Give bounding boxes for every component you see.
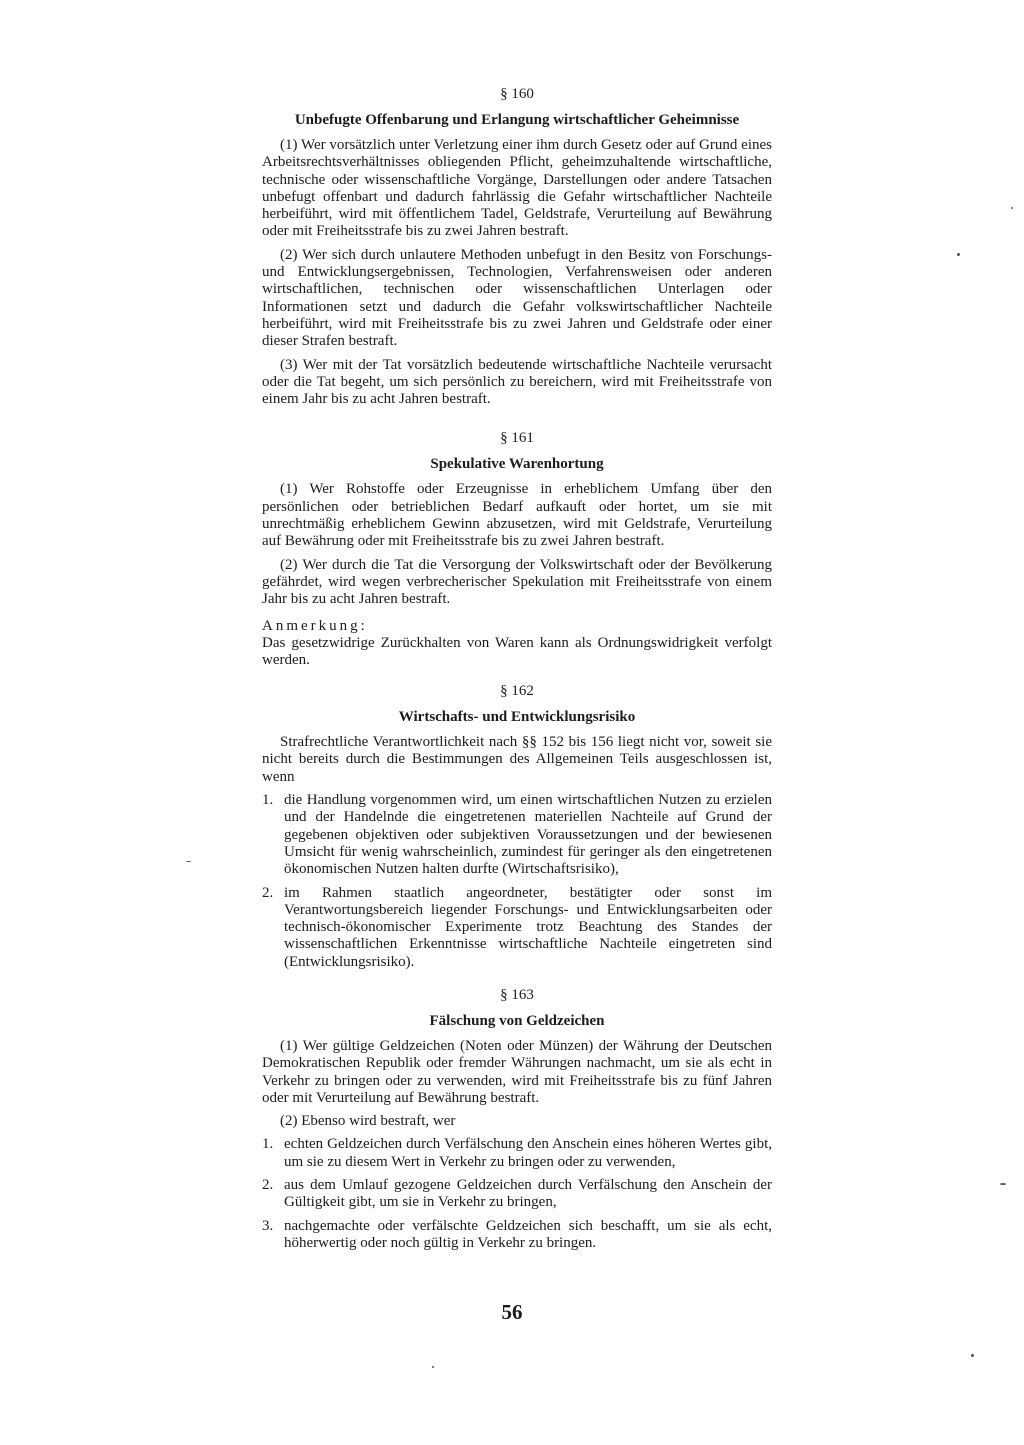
list-text: im Rahmen staatlich angeordneter, bestätigter oder sonst im Verantwortungsbereich liegender Forschungs- und Entwicklungsarbeiten oder technisch-ökonomischer Experimente trotz Beachtung des Standes der wissenschaftlichen Erkenntnisse wirtschaftliche Nachteile eingetreten sind (Entwicklungsrisiko). — [284, 884, 772, 970]
scan-speck — [971, 1354, 974, 1357]
list-number: 2. — [262, 1177, 274, 1194]
section-161 — [262, 428, 772, 669]
scan-speck — [1011, 207, 1013, 209]
scan-speck — [957, 253, 960, 256]
scan-speck — [432, 1366, 434, 1368]
list-text: die Handlung vorgenommen wird, um einen wirtschaftlichen Nutzen zu erzielen und der Handelnde die eingetretenen materiellen Nachteile auf Grund der gegebenen objektiven oder subjektiven Voraussetzungen und der bewiesenen Umsicht für wenig wahrscheinlich, zumindest für geringer als den eingetretenen ökonomischen Nutzen halten durfte (Wirtschaftsrisiko), — [284, 792, 772, 878]
list-number: 1. — [262, 792, 274, 809]
section-title: Spekulative Warenhortung — [430, 456, 604, 473]
paragraph: (2) Wer sich durch unlautere Methoden unbefugt in den Besitz von Forschungs- und Entwicklungsergebnissen, Technologien, Verfahrensweisen oder anderen wirtschaftlichen, technischen oder wissenschaftlichen Unterlagen oder Informationen setzt und dadurch die Gefahr volkswirtschaftlicher Nachteile herbeiführt, wird mit Freiheitsstrafe bis zu zwei Jahren und Geldstrafe oder einer dieser Strafen bestraft. — [262, 246, 772, 350]
section-162 — [262, 681, 772, 971]
list-item — [262, 1177, 772, 1212]
paragraph: (1) Wer Rohstoffe oder Erzeugnisse in erheblichem Umfang über den persönlichen oder betrieblichen Bedarf aufkauft oder hortet, um sie mit unrechtmäßig erheblichem Gewinn abzusetzen, wird mit Geldstrafe, Verurteilung auf Bewährung oder mit Freiheitsstrafe bis zu zwei Jahren bestraft. — [262, 481, 772, 550]
scan-speck — [1000, 1183, 1006, 1185]
paragraph: Strafrechtliche Verantwortlichkeit nach §§ 152 bis 156 liegt nicht vor, soweit sie nicht bereits durch die Bestimmungen des Allgemeinen Teils ausgeschlossen ist, wenn — [262, 734, 772, 785]
remark-text: Das gesetzwidrige Zurückhalten von Waren kann als Ordnungswidrigkeit verfolgt werden. — [262, 634, 772, 668]
list-item — [262, 792, 772, 878]
list-text: nachgemachte oder verfälschte Geldzeichen sich beschafft, um sie als echt, höherwertig oder noch gültig in Verkehr zu bringen. — [284, 1217, 772, 1251]
remark-label: Anmerkung: — [262, 617, 368, 634]
list-item — [262, 1218, 772, 1253]
section-number: § 163 — [500, 986, 534, 1003]
numbered-list — [262, 792, 772, 971]
scan-speck — [186, 861, 191, 862]
list-item — [262, 885, 772, 971]
document-page — [262, 84, 772, 1252]
section-160 — [262, 84, 772, 408]
paragraph: (1) Wer gültige Geldzeichen (Noten oder Münzen) der Währung der Deutschen Demokratischen Republik oder fremder Währungen nachmacht, um sie als echt in Verkehr zu bringen oder zu verwenden, wird mit Freiheitsstrafe bis zu fünf Jahren oder mit Verurteilung auf Bewährung bestraft. — [262, 1037, 772, 1106]
section-number: § 162 — [500, 683, 534, 700]
paragraph: (3) Wer mit der Tat vorsätzlich bedeutende wirtschaftliche Nachteile verursacht oder die Tat begeht, um sich persönlich zu bereichern, wird mit Freiheitsstrafe von einem Jahr bis zu acht Jahren bestraft. — [262, 356, 772, 408]
list-text: aus dem Umlauf gezogene Geldzeichen durch Verfälschung den Anschein der Gültigkeit gibt, um sie in Verkehr zu bringen, — [284, 1177, 772, 1211]
paragraph: (2) Ebenso wird bestraft, wer — [280, 1113, 456, 1130]
list-item — [262, 1136, 772, 1171]
numbered-list — [262, 1136, 772, 1252]
section-title: Fälschung von Geldzeichen — [429, 1012, 605, 1029]
list-number: 1. — [262, 1136, 274, 1153]
section-title: Unbefugte Offenbarung und Erlangung wirtschaftlicher Geheimnisse — [294, 112, 740, 128]
section-number: § 160 — [500, 86, 534, 102]
paragraph: (2) Wer durch die Tat die Versorgung der Volkswirtschaft oder der Bevölkerung gefährdet, wird wegen verbrecherischer Spekulation mit Freiheitsstrafe von einem Jahr bis zu acht Jahren bestraft. — [262, 556, 772, 608]
page-number: 56 — [501, 1300, 523, 1324]
section-number: § 161 — [500, 430, 534, 447]
list-text: echten Geldzeichen durch Verfälschung den Anschein eines höheren Wertes gibt, um sie zu diesem Wert in Verkehr zu bringen oder zu verwenden, — [284, 1136, 772, 1170]
list-number: 2. — [262, 884, 274, 901]
paragraph: (1) Wer vorsätzlich unter Verletzung einer ihm durch Gesetz oder auf Grund eines Arbeitsrechtsverhältnisses obliegenden Pflicht, geheimzuhaltende wirtschaftliche, technische oder wissenschaftliche Vorgänge, Darstellungen oder andere Tatsachen unbefugt offenbart und dadurch fahrlässig die Gefahr wirtschaftlicher Nachteile herbeiführt, wird mit öffentlichem Tadel, Geldstrafe, Verurteilung auf Bewährung oder mit Freiheitsstrafe bis zu zwei Jahren bestraft. — [262, 137, 772, 240]
list-number: 3. — [262, 1217, 274, 1234]
section-163 — [262, 985, 772, 1252]
section-title: Wirtschafts- und Entwicklungsrisiko — [398, 709, 636, 726]
